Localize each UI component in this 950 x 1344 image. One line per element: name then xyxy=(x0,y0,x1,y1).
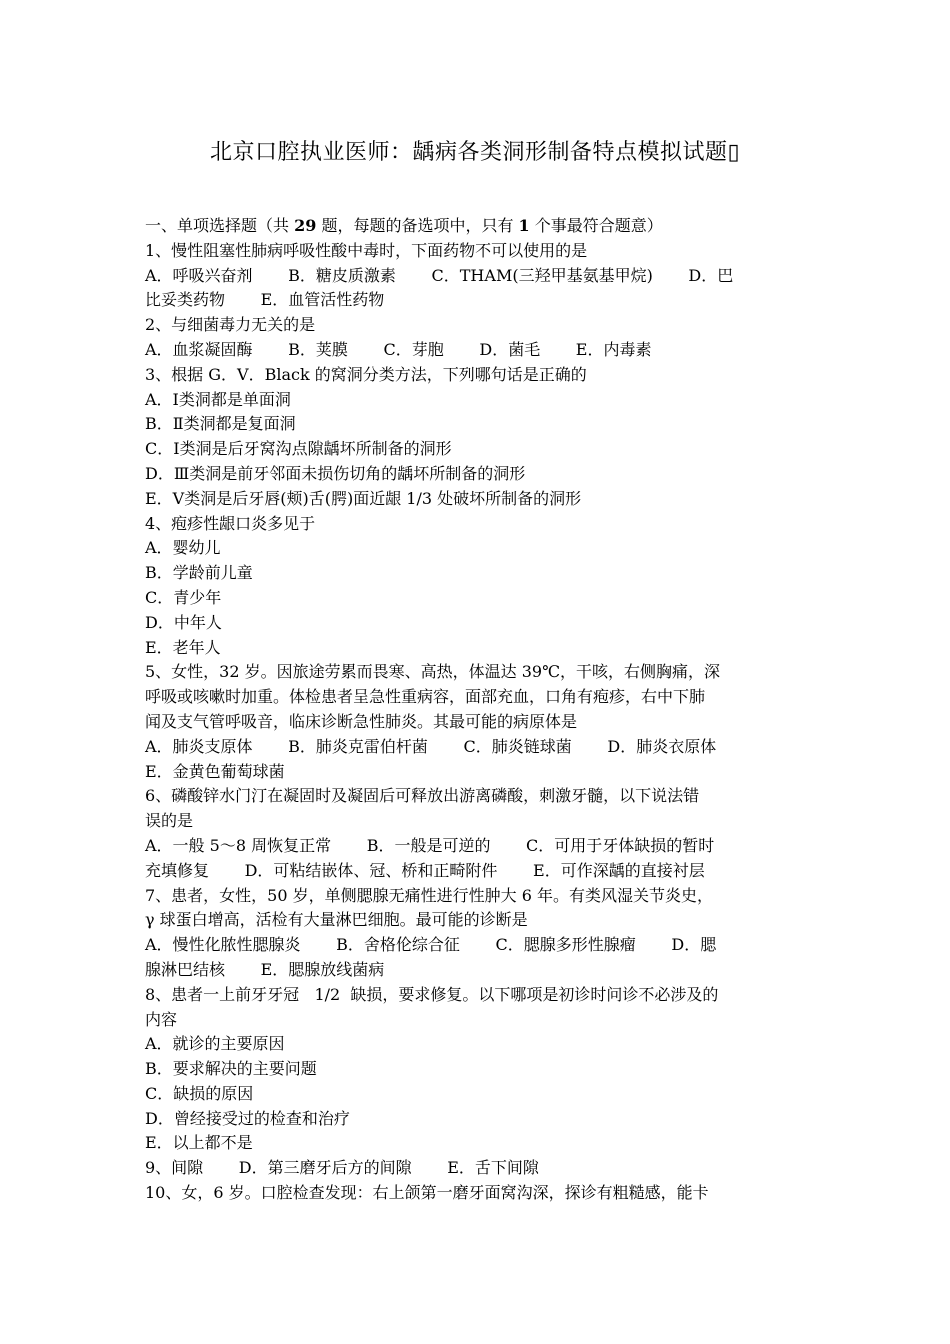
text-line: A．血浆凝固酶 B．荚膜 C．芽胞 D．菌毛 E．内毒素 xyxy=(145,339,652,359)
text-line: A．婴幼儿 xyxy=(145,538,221,558)
section-heading xyxy=(145,214,809,239)
text-line: 4、疱疹性龈口炎多见于 xyxy=(145,513,316,533)
text-line: A．肺炎支原体 B．肺炎克雷伯杆菌 C．肺炎链球菌 D．肺炎衣原体 xyxy=(145,736,717,756)
text-line: 1、慢性阻塞性肺病呼吸性酸中毒时，下面药物不可以使用的是 xyxy=(145,240,588,260)
text-line: 闻及支气管呼吸音，临床诊断急性肺炎。其最可能的病原体是 xyxy=(145,711,578,731)
text-line: 2、与细菌毒力无关的是 xyxy=(145,315,316,335)
text-line: A．呼吸兴奋剂 B．糖皮质激素 C．THAM(三羟甲基氨基甲烷) D．巴 xyxy=(145,265,734,285)
text-line: 5、女性，32 岁。因旅途劳累而畏寒、高热，体温达 39℃，干咳，右侧胸痛，深 xyxy=(145,662,720,682)
text-line: E．老年人 xyxy=(145,637,221,657)
missing-glyph-icon: ▯ xyxy=(727,140,741,165)
text-line: B．Ⅱ类洞都是复面洞 xyxy=(145,414,296,434)
text-line: C．缺损的原因 xyxy=(145,1083,254,1103)
text-line: 呼吸或咳嗽时加重。体检患者呈急性重病容，面部充血，口角有疱疹，右中下肺 xyxy=(145,687,706,707)
text-line: 8、患者一上前牙牙冠 1/2 缺损，要求修复。以下哪项是初诊时问诊不必涉及的 xyxy=(145,984,719,1004)
text-line: D．曾经接受过的检查和治疗 xyxy=(145,1108,350,1128)
text-line: 9、间隙 D．第三磨牙后方的间隙 E．舌下间隙 xyxy=(145,1158,539,1178)
question-count: 29 xyxy=(294,216,317,235)
text-line: E．以上都不是 xyxy=(145,1133,253,1153)
text-line: γ 球蛋白增高，活检有大量淋巴细胞。最可能的诊断是 xyxy=(145,910,528,930)
document-body xyxy=(145,214,809,1206)
section-heading-prefix: 一、单项选择题（共 xyxy=(145,216,295,235)
text-line: A．慢性化脓性腮腺炎 B．舍格伦综合征 C．腮腺多形性腺瘤 D．腮 xyxy=(145,935,717,955)
text-line: 误的是 xyxy=(145,811,194,831)
section-heading-suffix: 个事最符合题意） xyxy=(529,216,663,235)
text-line: E．Ⅴ类洞是后牙唇(颊)舌(腭)面近龈 1/3 处破坏所制备的洞形 xyxy=(145,488,582,508)
text-line: C．Ⅰ类洞是后牙窝沟点隙龋坏所制备的洞形 xyxy=(145,439,452,459)
text-line: 内容 xyxy=(145,1009,178,1029)
text-line: A．一般 5～8 周恢复正常 B．一般是可逆的 C．可用于牙体缺损的暂时 xyxy=(145,835,715,855)
text-line: D．中年人 xyxy=(145,612,222,632)
text-line: B．要求解决的主要问题 xyxy=(145,1059,317,1079)
text-line: A．Ⅰ类洞都是单面洞 xyxy=(145,389,291,409)
text-line: 7、患者，女性，50 岁，单侧腮腺无痛性进行性肿大 6 年。有类风湿关节炎史， xyxy=(145,885,713,905)
document-title xyxy=(0,138,950,168)
title-text: 北京口腔执业医师：龋病各类洞形制备特点模拟试题 xyxy=(209,140,728,165)
section-heading-middle: 题，每题的备选项中，只有 xyxy=(316,216,519,235)
text-line: 3、根据 G．V．Black 的窝洞分类方法，下列哪句话是正确的 xyxy=(145,364,587,384)
text-line: D．Ⅲ类洞是前牙邻面未损伤切角的龋坏所制备的洞形 xyxy=(145,463,526,483)
text-line: 6、磷酸锌水门汀在凝固时及凝固后可释放出游离磷酸，刺激牙髓，以下说法错 xyxy=(145,786,700,806)
text-line: B．学龄前儿童 xyxy=(145,563,253,583)
text-line: 腺淋巴结核 E．腮腺放线菌病 xyxy=(145,959,385,979)
text-line: 充填修复 D．可粘结嵌体、冠、桥和正畸附件 E．可作深龋的直接衬层 xyxy=(145,860,705,880)
text-line: 比妥类药物 E．血管活性药物 xyxy=(145,290,385,310)
text-line: E．金黄色葡萄球菌 xyxy=(145,761,285,781)
text-line: 10、女，6 岁。口腔检查发现：右上颌第一磨牙面窝沟深，探诊有粗糙感，能卡 xyxy=(145,1183,709,1203)
answer-count: 1 xyxy=(518,216,530,235)
text-line: A．就诊的主要原因 xyxy=(145,1034,285,1054)
text-line: C．青少年 xyxy=(145,587,222,607)
